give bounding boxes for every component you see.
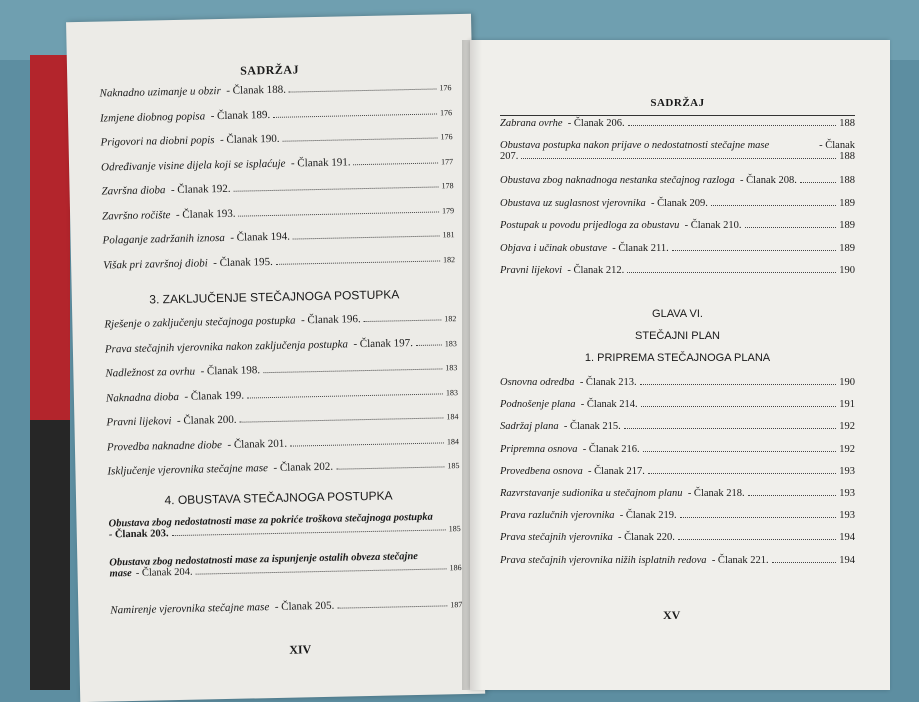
toc-entry-title: Završno ročište	[101, 208, 171, 223]
toc-entry	[110, 597, 462, 616]
toc-entry-page: 177	[440, 156, 454, 166]
toc-entry-page: 182	[442, 254, 456, 264]
toc-entry	[500, 555, 855, 566]
toc-entry-title: Nadležnost za ovrhu	[105, 365, 196, 380]
dot-leader	[745, 227, 837, 228]
toc-entry-page: 193	[839, 488, 855, 499]
toc-entry	[500, 243, 855, 254]
toc-entry	[500, 510, 855, 521]
toc-entry-title: Izmjene diobnog popisa	[99, 109, 206, 125]
toc-entry	[105, 336, 457, 355]
toc-entry-title: Provedba naknadne diobe	[106, 438, 223, 453]
toc-entry-page: 176	[439, 83, 452, 93]
toc-entry-title: Osnovna odredba	[500, 377, 575, 388]
dot-leader	[354, 162, 439, 165]
toc-entry-title-cont: mase	[109, 567, 132, 580]
toc-entry-page: 183	[444, 338, 457, 348]
dot-leader	[196, 568, 447, 574]
toc-entry-title: Sadržaj plana	[500, 421, 559, 433]
heading-rule	[500, 115, 855, 116]
toc-entry-title: Obustava zbog nedostatnosti mase za ispunjenje ostalih obveza stečajne	[109, 550, 419, 569]
toc-entry-title: Polaganje zadržanih iznosa	[102, 231, 225, 247]
dot-leader	[234, 186, 439, 191]
dot-leader	[416, 344, 442, 346]
toc-entry-page: 192	[839, 443, 855, 455]
toc-entry-title: Obustava zbog naknadnoga nestanka stečajnog razloga	[500, 175, 735, 186]
toc-entry	[107, 458, 459, 477]
toc-entry-page: 178	[441, 181, 454, 191]
dot-leader	[273, 113, 437, 117]
toc-entry-page: 184	[446, 412, 459, 422]
toc-entry-article: - Članak 197.	[353, 336, 414, 350]
dot-leader	[293, 235, 440, 239]
book-cover-dark	[30, 420, 70, 690]
dot-leader	[289, 88, 437, 92]
dot-leader	[627, 272, 836, 273]
dot-leader	[672, 250, 837, 251]
toc-entry-title: Namirenje vjerovnika stečajne mase	[110, 601, 270, 617]
dot-leader	[628, 125, 837, 126]
toc-entry-page: 190	[839, 265, 855, 276]
toc-entry-article: - Članak 220.	[618, 532, 675, 544]
toc-entry	[104, 311, 456, 330]
right-page	[470, 40, 890, 690]
dot-leader	[283, 137, 438, 141]
toc-entry-article: - Članak 192.	[170, 182, 231, 197]
toc-entry	[500, 175, 855, 186]
dot-leader	[337, 605, 447, 608]
toc-entry	[500, 466, 855, 477]
toc-entry-article: - Članak 195.	[213, 255, 273, 269]
section-heading: 1. PRIPREMA STEČAJNOGA PLANA	[584, 352, 771, 364]
toc-entry-article: - Članak 217.	[587, 465, 645, 477]
toc-entry-title: Naknadno uzimanje u obzir	[99, 85, 221, 100]
toc-entry-article: - Članak 211.	[612, 242, 669, 254]
toc-entry-article: - Članak 201.	[227, 437, 288, 451]
toc-entry-title: Pravni lijekovi	[500, 265, 563, 276]
dot-leader	[680, 517, 837, 518]
toc-entry-page: 185	[447, 461, 460, 471]
toc-entry-page: 193	[839, 510, 855, 522]
dot-leader	[247, 393, 443, 398]
book-cover-red	[30, 55, 70, 435]
toc-entry-article: - Članak 219.	[619, 510, 677, 522]
toc-entry-title: Prava stečajnih vjerovnika	[500, 532, 613, 544]
toc-entry-title: Višak pri završnoj diobi	[103, 256, 208, 272]
dot-leader	[711, 205, 836, 206]
toc-entry-title: Pravni lijekovi	[106, 415, 172, 429]
toc-entry-page: 185	[448, 524, 461, 534]
toc-entry-article: - Članak 210.	[684, 220, 742, 231]
toc-entry-title: Obustava zbog nedostatnosti mase za pokriće troškova stečajnoga postupka	[108, 511, 433, 530]
toc-entry-article: - Članak 203.	[108, 528, 169, 541]
toc-entry	[500, 220, 855, 231]
toc-entry-article: - Članak 206.	[567, 118, 625, 129]
toc-entry-article: - Članak 190.	[219, 132, 280, 147]
toc-entry	[101, 178, 453, 197]
toc-entry-title: Zabrana ovrhe	[500, 118, 563, 129]
toc-entry-article: - Članak 191.	[290, 155, 351, 170]
toc-entry	[105, 360, 457, 379]
toc-entry-page: 176	[439, 107, 453, 117]
toc-entry-article: - Članak 208.	[740, 175, 797, 186]
toc-entry-article: - Članak 198.	[200, 364, 261, 378]
left-page	[66, 14, 485, 702]
toc-entry	[103, 252, 455, 271]
dot-leader	[364, 319, 442, 322]
toc-entry-article-cont: 207.	[500, 151, 519, 162]
toc-entry-article: - Članak 194.	[230, 230, 291, 244]
dot-leader	[521, 158, 836, 159]
toc-entry	[500, 399, 855, 410]
toc-entry-title: Isključenje vjerovnika stečajne mase	[107, 462, 269, 478]
toc-entry-title: Rješenje o zaključenju stečajnoga postupka	[104, 314, 296, 331]
toc-entry	[100, 129, 452, 148]
dot-leader	[240, 417, 444, 422]
page-title: SADRŽAJ	[650, 97, 705, 109]
toc-entry	[500, 377, 855, 388]
toc-entry-title: Prava stečajnih vjerovnika nižih isplatnih redova	[500, 554, 707, 566]
toc-entry-title: Postupak u povodu prijedloga za obustavu	[500, 220, 680, 231]
page-title: SADRŽAJ	[240, 62, 300, 78]
toc-entry-page: 184	[446, 436, 459, 446]
section-heading: 4. OBUSTAVA STEČAJNOGA POSTUPKA	[164, 488, 393, 508]
toc-entry	[500, 488, 855, 499]
toc-entry-article: - Članak 218.	[687, 488, 745, 499]
toc-entry-page: 188	[839, 151, 855, 162]
dot-leader	[336, 466, 444, 469]
toc-entry	[102, 203, 454, 222]
toc-entry-page: 191	[839, 399, 855, 411]
toc-entry-page: 189	[839, 220, 855, 231]
toc-entry-page: 194	[839, 554, 855, 566]
toc-entry	[107, 434, 459, 453]
toc-entry-title: Prigovori na diobni popis	[100, 134, 215, 149]
toc-entry	[500, 118, 855, 129]
dot-leader	[172, 529, 446, 536]
toc-entry-article: - Članak 193.	[175, 207, 236, 221]
toc-entry-title: Obustava uz suglasnost vjerovnika	[500, 197, 646, 209]
dot-leader	[800, 182, 836, 183]
toc-entry	[109, 550, 461, 579]
dot-leader	[648, 473, 836, 474]
dot-leader	[290, 442, 444, 446]
toc-entry-article: - Članak 196.	[300, 313, 361, 327]
toc-entry-page: 192	[839, 421, 855, 433]
toc-entry-page: 188	[839, 175, 855, 186]
toc-entry-page: 182	[444, 314, 457, 324]
toc-entry-page: 194	[839, 532, 855, 544]
toc-entry	[500, 140, 855, 162]
toc-entry-article: - Članak 216.	[582, 443, 640, 455]
toc-entry-article: - Članak 200.	[176, 413, 237, 428]
chapter-label: GLAVA VI.	[652, 308, 703, 320]
toc-entry	[500, 198, 855, 209]
toc-entry-title: Provedbena osnova	[500, 465, 583, 477]
toc-entry-article: - Članak 205.	[274, 599, 335, 613]
toc-entry-article: - Članak 188.	[226, 83, 287, 97]
toc-entry	[101, 154, 453, 173]
toc-entry	[500, 265, 855, 276]
toc-entry	[106, 385, 458, 404]
toc-entry-page: 176	[440, 132, 453, 142]
toc-entry-page: 193	[839, 465, 855, 477]
toc-entry-page: 189	[839, 197, 855, 209]
toc-entry	[99, 80, 451, 99]
dot-leader	[641, 406, 837, 407]
toc-entry-page: 190	[839, 377, 855, 388]
dot-leader	[276, 260, 440, 264]
dot-leader	[772, 562, 837, 563]
toc-entry	[500, 532, 855, 543]
toc-entry	[108, 511, 460, 540]
chapter-title: STEČAJNI PLAN	[635, 330, 720, 342]
page-number: XV	[663, 608, 681, 622]
dot-leader	[643, 451, 837, 452]
toc-entry-title: Obustava postupka nakon prijave o nedostatnosti stečajne mase	[500, 140, 770, 151]
toc-entry-title: Podnošenje plana	[500, 399, 576, 411]
toc-entry	[500, 421, 855, 432]
toc-entry-article: - Članak 213.	[579, 377, 637, 388]
toc-entry-page: 187	[450, 600, 463, 610]
toc-entry-page: 183	[445, 387, 458, 397]
toc-entry-title: Prava stečajnih vjerovnika nakon zaključenja postupka	[104, 337, 349, 355]
toc-entry-article: - Članak 209.	[650, 197, 708, 209]
dot-leader	[640, 384, 837, 385]
toc-entry-article: - Članak 221.	[711, 554, 769, 566]
toc-entry-title: Naknadna dioba	[105, 390, 180, 404]
toc-entry-title: Razvrstavanje sudionika u stečajnom planu	[500, 488, 683, 499]
dot-leader	[263, 368, 442, 373]
toc-entry-title: Završna dioba	[101, 184, 166, 198]
toc-entry-article: - Članak 214.	[580, 399, 638, 411]
dot-leader	[748, 495, 837, 496]
toc-entry-article: - Članak 215.	[563, 421, 621, 433]
page-number: XIV	[289, 642, 312, 657]
toc-entry-article: - Članak 202.	[273, 460, 334, 474]
toc-entry-article: - Članak 212.	[567, 265, 625, 276]
dot-leader	[239, 211, 440, 216]
dot-leader	[678, 539, 836, 540]
toc-entry	[106, 409, 458, 428]
toc-entry-title: Određivanje visine dijela koji se isplaćuje	[100, 157, 286, 174]
toc-entry-page: 189	[839, 242, 855, 254]
toc-entry-page: 188	[839, 118, 855, 129]
toc-entry-title: Prava razlučnih vjerovnika	[500, 510, 615, 522]
toc-entry	[102, 227, 454, 246]
toc-entry-article: - Članak 199.	[184, 389, 245, 403]
toc-entry-page: 186	[449, 563, 462, 573]
toc-entry-article: - Članak 189.	[210, 108, 271, 122]
toc-entry	[100, 105, 452, 124]
toc-entry-page: 183	[445, 363, 458, 373]
toc-entry-article: - Članak	[819, 140, 855, 151]
toc-entry-page: 181	[442, 230, 455, 240]
toc-entry	[500, 444, 855, 455]
dot-leader	[624, 428, 836, 429]
toc-entry-page: 179	[441, 205, 455, 215]
section-heading: 3. ZAKLJUČENJE STEČAJNOGA POSTUPKA	[149, 287, 400, 307]
toc-entry-title: Pripremna osnova	[500, 443, 578, 455]
toc-entry-title: Objava i učinak obustave	[500, 242, 608, 254]
toc-entry-article: - Članak 204.	[135, 566, 193, 579]
